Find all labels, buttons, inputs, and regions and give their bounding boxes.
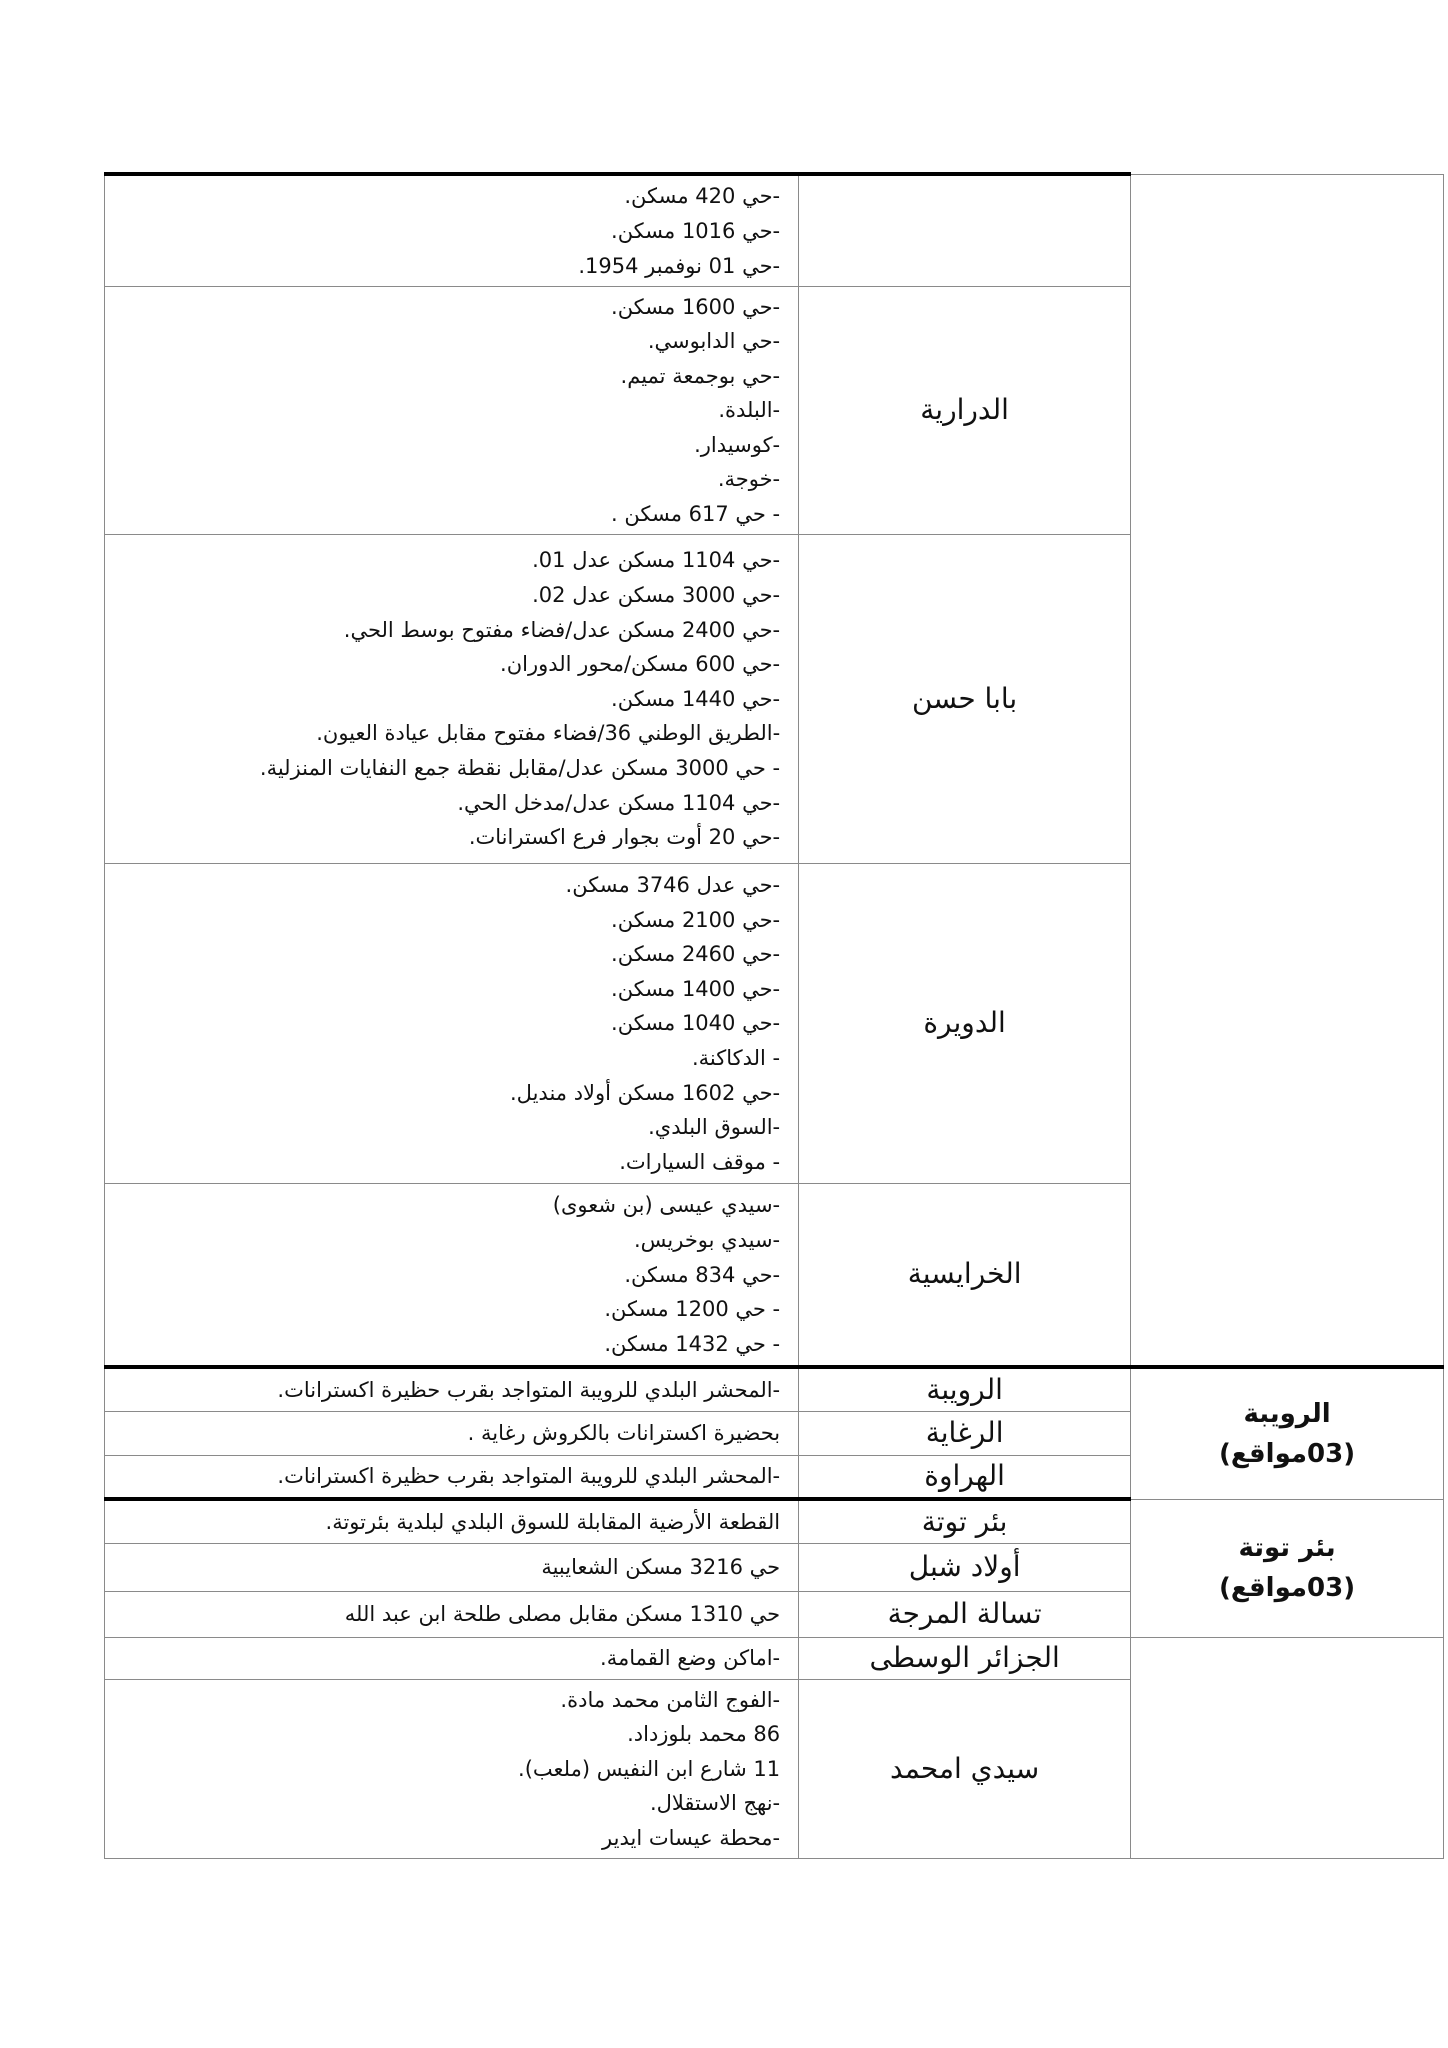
place-line: -حي 420 مسكن. [624,184,781,209]
place-line: -حي 1040 مسكن. [611,1011,781,1036]
place-line: - الدكاكنة. [691,1045,781,1070]
place-line: -البلدة. [718,398,781,423]
place-line: -اماكن وضع القمامة. [600,1646,781,1671]
table-row [105,1637,1444,1679]
place-line: -حي 1600 مسكن. [611,294,781,319]
places-cell [105,534,799,863]
place-line: -الفوج الثامن محمد مادة. [560,1687,781,1712]
region-count: (03مواقع) [1219,1438,1356,1469]
table-row [105,174,1444,286]
commune-cell: أولاد شبل [799,1543,1131,1591]
place-line: -حي 834 مسكن. [624,1262,781,1287]
commune-cell: الخرايسية [799,1183,1131,1367]
places-cell [105,1455,799,1499]
places-cell [105,1411,799,1455]
place-line: -حي عدل 3746 مسكن. [565,872,781,897]
place-line: -حي بوجمعة تميم. [620,363,781,388]
place-line: -سيدي عيسى (بن شعوى) [552,1193,781,1218]
place-line: -محطة عيسات ايدير [602,1826,781,1851]
region-cell [1131,1637,1444,1858]
places-cell [105,286,799,534]
place-line: - حي 1200 مسكن. [604,1297,781,1322]
places-cell [105,863,799,1183]
place-line: -نهج الاستقلال. [649,1791,781,1816]
place-line: 86 محمد بلوزداد. [627,1722,781,1747]
region-cell [1131,1367,1444,1499]
place-line: -حي 2100 مسكن. [611,907,781,932]
places-cell [105,1591,799,1637]
places-cell [105,1637,799,1679]
place-line: -حي 1602 مسكن أولاد منديل. [510,1080,781,1105]
place-line: -حي 600 مسكن/محور الدوران. [500,652,781,677]
place-line: - موقف السيارات. [619,1149,781,1174]
region-count: (03مواقع) [1219,1573,1356,1604]
commune-cell: الهراوة [799,1455,1131,1499]
place-line: القطعة الأرضية المقابلة للسوق البلدي لبلدية بئرتوتة. [325,1509,781,1534]
commune-cell: بئر توتة [799,1499,1131,1543]
place-line: -سيدي بوخريس. [633,1228,781,1253]
place-line: -حي 1400 مسكن. [611,976,781,1001]
place-line: -حي 1016 مسكن. [611,218,781,243]
place-line: - حي 1432 مسكن. [604,1331,781,1356]
place-line: -السوق البلدي. [648,1115,781,1140]
place-line: -حي 2400 مسكن عدل/فضاء مفتوح بوسط الحي. [343,617,781,642]
place-line: -حي 20 أوت بجوار فرع اكسترانات. [468,825,781,850]
place-line: - حي 617 مسكن . [611,502,781,527]
place-line: حي 3216 مسكن الشعايبية [541,1555,781,1580]
place-line: -حي الدابوسي. [647,329,781,354]
sites-table [104,172,1444,1859]
place-line: -حي 1440 مسكن. [611,686,781,711]
region-cell [1131,174,1444,1367]
place-line: -حي 1104 مسكن عدل 01. [532,548,781,573]
place-line: بحضيرة اكسترانات بالكروش رغاية . [467,1421,781,1446]
commune-cell [799,174,1131,286]
commune-cell: الدويرة [799,863,1131,1183]
places-cell [105,174,799,286]
region-name: بئر توتة [1238,1533,1336,1564]
place-line: حي 1310 مسكن مقابل مصلى طلحة ابن عبد الله [344,1602,781,1627]
place-line: -حي 3000 مسكن عدل 02. [532,583,781,608]
places-cell [105,1543,799,1591]
commune-cell: بابا حسن [799,534,1131,863]
commune-cell: الرويبة [799,1367,1131,1411]
places-cell [105,1367,799,1411]
region-name: الرويبة [1243,1398,1331,1429]
places-cell [105,1499,799,1543]
region-cell [1131,1499,1444,1637]
commune-cell: الجزائر الوسطى [799,1637,1131,1679]
places-cell [105,1679,799,1858]
place-line: -المحشر البلدي للرويبة المتواجد بقرب حظيرة اكسترانات. [277,1464,781,1489]
place-line: -المحشر البلدي للرويبة المتواجد بقرب حظيرة اكسترانات. [277,1377,781,1402]
place-line: -حي 2460 مسكن. [611,942,781,967]
place-line: -كوسيدار. [694,432,781,457]
commune-cell: تسالة المرجة [799,1591,1131,1637]
commune-cell: الرغاية [799,1411,1131,1455]
place-line: - حي 3000 مسكن عدل/مقابل نقطة جمع النفايات المنزلية. [259,756,781,781]
place-line: -خوجة. [717,467,781,492]
commune-cell: الدرارية [799,286,1131,534]
place-line: -حي 1104 مسكن عدل/مدخل الحي. [457,790,781,815]
commune-cell: سيدي امحمد [799,1679,1131,1858]
table-row [105,1499,1444,1543]
place-line: -الطريق الوطني 36/فضاء مفتوح مقابل عيادة العيون. [316,721,781,746]
place-line: -حي 01 نوفمبر 1954. [578,253,781,278]
place-line: 11 شارع ابن النفيس (ملعب). [518,1756,781,1781]
places-cell [105,1183,799,1367]
table-row [105,1367,1444,1411]
